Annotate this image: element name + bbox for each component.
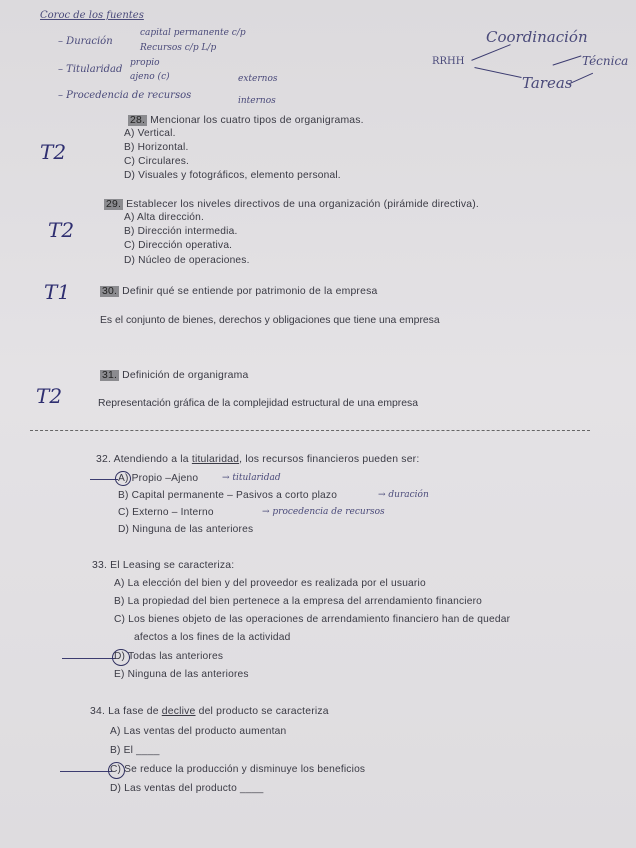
hw-arrow-1 — [471, 44, 510, 61]
q34-option-c: C) Se reduce la producción y disminuye los beneficios — [110, 764, 366, 775]
q29-option-a: A) Alta dirección. — [124, 212, 205, 223]
handwritten-recursos: Recursos c/p L/p — [140, 43, 217, 53]
question-text-pre: La fase de — [108, 706, 162, 717]
q33-option-c-cont: afectos a los fines de la actividad — [134, 632, 291, 643]
question-text: Definición de organigrama — [122, 370, 249, 381]
q33-option-d: D) Todas las anteriores — [114, 651, 224, 662]
q32-option-a: A) Propio –Ajeno — [118, 473, 199, 484]
question-number: 28. — [130, 115, 146, 126]
handwritten-title: Coroc de los fuentes — [40, 10, 144, 21]
divider — [30, 430, 590, 431]
q32-option-c: C) Externo – Interno — [118, 507, 214, 518]
handwritten-tecnica: Técnica — [582, 54, 629, 68]
hw-arrow-q33 — [62, 658, 116, 659]
handwritten-propio: propio — [130, 58, 160, 68]
question-text-pre: Atendiendo a la — [113, 454, 192, 465]
question-number: 30. — [102, 286, 118, 297]
q32-option-d: D) Ninguna de las anteriores — [118, 524, 254, 535]
handwritten-rrhh: RRHH — [432, 56, 465, 67]
handwritten-procedencia: – Procedencia de recursos — [58, 90, 192, 101]
q33-option-e: E) Ninguna de las anteriores — [114, 669, 249, 680]
hw-tag-t2-q29: T2 — [48, 218, 75, 242]
question-32 — [96, 454, 419, 465]
q33-option-b: B) La propiedad del bien pertenece a la empresa del arrendamiento financiero — [114, 596, 483, 607]
hw-note-procedencia: → procedencia de recursos — [262, 507, 385, 517]
q29-option-b: B) Dirección intermedia. — [124, 226, 238, 237]
question-text-underlined: declive — [161, 706, 196, 717]
hw-arrow-q32 — [90, 479, 118, 480]
q34-option-d: D) Las ventas del producto ____ — [110, 783, 264, 794]
q33-option-c: C) Los bienes objeto de las operaciones de arrendamiento financiero han de quedar — [114, 614, 511, 625]
question-number: 34. — [90, 706, 106, 717]
q28-option-d: D) Visuales y fotográficos, elemento personal. — [124, 170, 341, 181]
question-number: 31. — [102, 370, 118, 381]
hw-tag-t1-q30: T1 — [44, 280, 71, 304]
q31-answer: Representación gráfica de la complejidad estructural de una empresa — [98, 398, 418, 409]
hw-tag-t2-q28: T2 — [40, 140, 67, 164]
q29-option-c: C) Dirección operativa. — [124, 240, 233, 251]
question-number: 33. — [92, 560, 108, 571]
q34-option-b: B) El ____ — [110, 745, 160, 756]
hw-note-duracion: → duración — [378, 490, 429, 500]
question-text-post: , los recursos financieros pueden ser: — [239, 454, 420, 465]
hw-arrow-q34 — [60, 771, 112, 772]
question-text-underlined: titularidad — [191, 454, 240, 465]
handwritten-ajeno: ajeno (c) — [130, 72, 170, 82]
handwritten-externos: externos — [238, 74, 278, 84]
question-text: El Leasing se caracteriza: — [110, 560, 235, 571]
question-34 — [90, 706, 329, 717]
question-number: 29. — [106, 199, 122, 210]
hw-arrow-2 — [474, 67, 521, 78]
hw-arrow-4 — [569, 73, 593, 84]
handwritten-internos: internos — [238, 96, 276, 106]
question-text: Mencionar los cuatro tipos de organigramas. — [150, 115, 364, 126]
handwritten-coordinacion: Coordinación — [486, 28, 588, 46]
question-31 — [100, 370, 248, 381]
question-number: 32. — [96, 454, 112, 465]
q29-option-d: D) Núcleo de operaciones. — [124, 255, 250, 266]
q28-option-a: A) Vertical. — [124, 128, 176, 139]
question-30 — [100, 286, 377, 297]
q28-option-b: B) Horizontal. — [124, 142, 189, 153]
q32-option-b: B) Capital permanente – Pasivos a corto plazo — [118, 490, 338, 501]
question-29 — [104, 199, 479, 210]
handwritten-tareas: Tareas — [522, 74, 573, 92]
q28-option-c: C) Circulares. — [124, 156, 190, 167]
question-text: Establecer los niveles directivos de una organización (pirámide directiva). — [126, 199, 479, 210]
question-text: Definir qué se entiende por patrimonio de la empresa — [122, 286, 378, 297]
hw-arrow-3 — [553, 55, 582, 65]
question-33 — [92, 560, 234, 571]
q34-option-a: A) Las ventas del producto aumentan — [110, 726, 287, 737]
handwritten-duracion: – Duración — [58, 36, 113, 47]
hw-tag-t2-q31: T2 — [36, 384, 63, 408]
question-text-post: del producto se caracteriza — [195, 706, 329, 717]
question-28 — [128, 115, 364, 126]
hw-note-titular: → titularidad — [222, 473, 281, 483]
handwritten-capital: capital permanente c/p — [140, 28, 246, 38]
q33-option-a: A) La elección del bien y del proveedor es realizada por el usuario — [114, 578, 426, 589]
q30-answer: Es el conjunto de bienes, derechos y obligaciones que tiene una empresa — [100, 315, 440, 326]
handwritten-titularidad: – Titularidad — [58, 64, 123, 75]
